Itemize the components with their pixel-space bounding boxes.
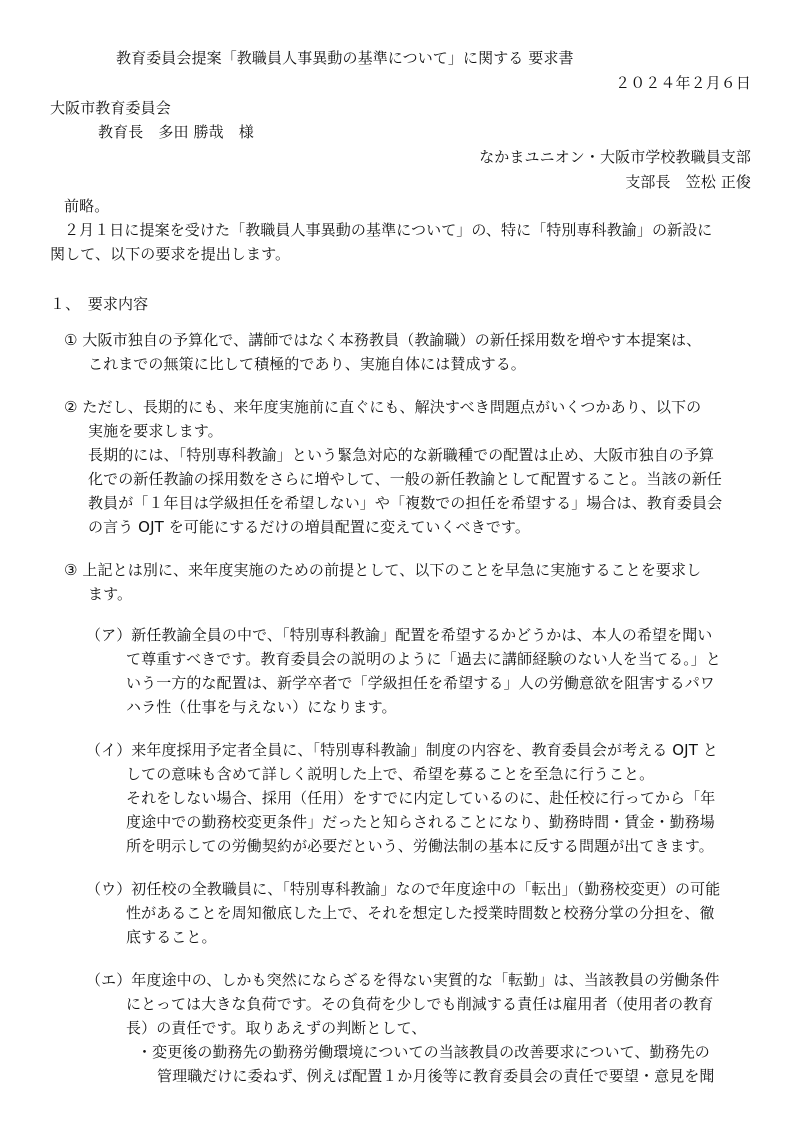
item-2-line: 教員が「１年目は学級担任を希望しない」や「複数での担任を希望する」場合は、教育委員会: [88, 494, 723, 512]
document-title: 教育委員会提案「教職員人事異動の基準について」に関する 要求書: [116, 49, 574, 67]
sub-item-a-line: て尊重すべきです。教育委員会の説明のように「過去に講師経験のない人を当てる。」と: [126, 650, 722, 668]
item-3-line: ③ 上記とは別に、来年度実施のための前提として、以下のことを早急に実施することを要求し: [64, 561, 702, 579]
sub-item-e-line: （エ）年度途中の、しかも突然にならざるを得ない実質的な「転勤」は、当該教員の労働条件: [86, 971, 720, 989]
sub-item-a-line: ハラ性（仕事を与えない）になります。: [126, 698, 397, 716]
sub-item-i-line: 度途中での勤務校変更条件」だったと知らされることになり、勤務時間・賃金・勤務場: [126, 813, 715, 831]
sub-item-i-line: しての意味も含めて詳しく説明した上で、希望を募ることを至急に行うこと。: [126, 765, 655, 783]
document-date: ２０２４年２月６日: [615, 74, 751, 92]
item-3-line: ます。: [88, 585, 133, 603]
greeting: 前略。: [64, 197, 110, 215]
sub-item-a-line: いう一方的な配置は、新学卒者で「学級担任を希望する」人の労働意欲を阻害するパワ: [126, 674, 715, 692]
sub-item-u-line: （ウ）初任校の全教職員に、「特別専科教諭」なので年度途中の「転出」（勤務校変更）の可能: [86, 880, 721, 898]
sub-item-e-bullet-line: ・変更後の勤務先の勤務労働環境についての当該教員の改善要求について、勤務先の: [137, 1043, 710, 1061]
addressee-person: 教育長 多田 勝哉 様: [98, 123, 254, 141]
sender-organization: なかまユニオン・大阪市学校教職員支部: [479, 148, 751, 166]
sender-person: 支部長 笠松 正俊: [625, 173, 751, 191]
sub-item-u-line: 性があることを周知徹底した上で、それを想定した授業時間数と校務分掌の分担を、徹: [126, 904, 715, 922]
item-2-line: の言う OJT を可能にするだけの増員配置に変えていくべきです。: [88, 518, 530, 536]
sub-item-u-line: 底すること。: [126, 928, 217, 946]
sub-item-i-line: それをしない場合、採用（任用）をすでに内定しているのに、赴任校に行ってから「年: [126, 789, 716, 807]
sub-item-i-line: 所を明示しての労働契約が必要だという、労働法制の基本に反する問題が出てきます。: [126, 837, 714, 855]
sub-item-e-line: 長）の責任です。取りあえずの判断として、: [126, 1019, 427, 1037]
sub-item-e-bullet-line: 管理職だけに委ねず、例えば配置１か月後等に教育委員会の責任で要望・意見を聞: [157, 1067, 715, 1085]
item-2-line: ② ただし、長期的にも、来年度実施前に直ぐにも、解決すべき問題点がいくつかあり、以下の: [64, 398, 702, 416]
item-1-line: これまでの無策に比して積極的であり、実施自体には賛成する。: [88, 355, 526, 373]
item-2-line: 長期的には、「特別専科教諭」という緊急対応的な新職種での配置は止め、大阪市独自の予算: [88, 446, 715, 464]
item-1-line: ① 大阪市独自の予算化で、講師ではなく本務教員（教諭職）の新任採用数を増やす本提案は、: [64, 331, 702, 349]
sub-item-e-line: にとっては大きな負荷です。その負荷を少しでも削減する責任は雇用者（使用者の教育: [126, 995, 714, 1013]
sub-item-i-line: （イ）来年度採用予定者全員に、「特別専科教諭」制度の内容を、教育委員会が考える OJT と: [86, 741, 718, 759]
section-heading: １、 要求内容: [50, 295, 149, 313]
sub-item-a-line: （ア）新任教諭全員の中で、「特別専科教諭」配置を希望するかどうかは、本人の希望を聞い: [86, 626, 713, 644]
item-2-line: 化での新任教諭の採用数をさらに増やして、一般の新任教諭として配置すること。当該の新任: [88, 470, 722, 488]
intro-line: ２月１日に提案を受けた「教職員人事異動の基準について」の、特に「特別専科教諭」の新設に: [64, 221, 713, 239]
intro-line: 関して、以下の要求を提出します。: [50, 245, 291, 263]
item-2-line: 実施を要求します。: [88, 422, 223, 440]
addressee-organization: 大阪市教育委員会: [50, 99, 171, 117]
